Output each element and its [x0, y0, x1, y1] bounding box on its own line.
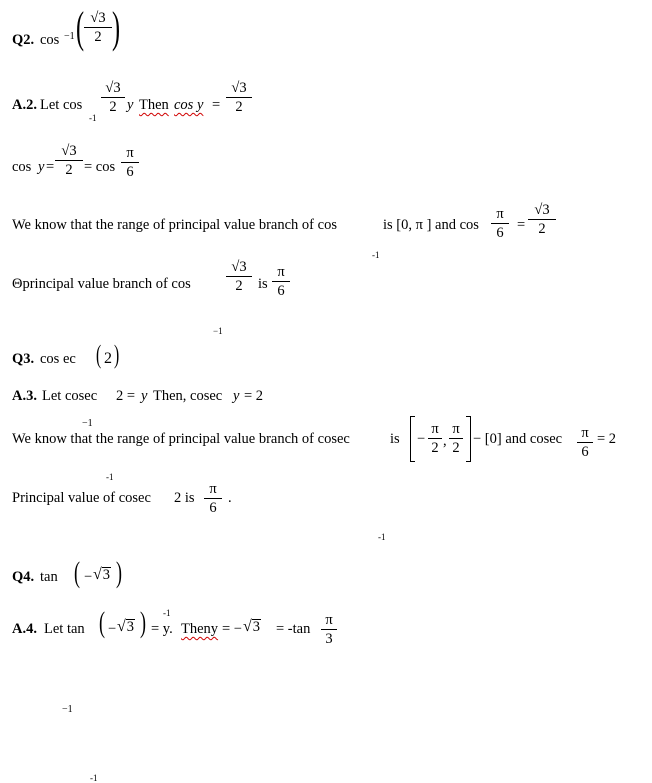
q2-fraction — [84, 10, 112, 45]
a4-sqrt-2 — [243, 618, 261, 636]
l5-fraction-bar — [226, 276, 252, 277]
l4-text: We know that the range of principal value branch of cos — [12, 217, 337, 233]
q3-left-paren: ( — [96, 340, 102, 369]
l8-frac-1-num: π — [431, 421, 439, 437]
q3-exponent: −1 — [82, 418, 93, 429]
a4-minus: − — [108, 621, 117, 637]
q2-cos: cos — [40, 32, 60, 48]
l3-eq-cos: = cos — [84, 159, 116, 175]
question-2 — [0, 0, 652, 52]
a3-eq-two: = 2 — [244, 388, 264, 404]
q4-label: Q4. — [12, 569, 35, 585]
a4-radicand-wrap-2 — [252, 619, 261, 636]
q4-left-paren: ( — [74, 556, 80, 589]
l5-pi-bar — [272, 281, 290, 282]
q3-arg: 2 — [104, 350, 112, 367]
l5-pi-denominator: 6 — [277, 283, 285, 299]
q3-label: Q3. — [12, 351, 35, 367]
l3-fraction-bar — [55, 160, 83, 161]
l3-pi-numerator: π — [126, 145, 134, 161]
a2-fraction-bar — [101, 97, 125, 98]
q4-sqrt — [93, 566, 111, 584]
l4-text-2: is [0, π ] and cos — [383, 217, 479, 233]
a2-then: Then — [139, 97, 169, 113]
l5-numerator: √3 — [231, 259, 247, 275]
a2-let-cos: Let cos — [40, 97, 83, 113]
a4-pi-denominator: 3 — [325, 631, 333, 647]
a4-pi-fraction — [321, 612, 337, 647]
a2-y: y — [127, 97, 134, 113]
l8-left-bracket — [410, 416, 415, 462]
l4-fraction-bar — [528, 219, 556, 220]
a4-right-paren: ) — [140, 606, 146, 639]
q2-left-paren: ( — [76, 3, 85, 52]
q2-label: Q2. — [12, 32, 35, 48]
l4-exponent: -1 — [372, 250, 380, 260]
q4-minus: − — [84, 569, 93, 585]
l4-fraction — [528, 202, 556, 237]
l8-pi-fraction — [577, 425, 593, 460]
a4-eq-y: = y. — [151, 621, 173, 637]
a3-y2: y — [233, 388, 240, 404]
a2-fraction — [101, 80, 125, 115]
l8-right-bracket — [466, 416, 471, 462]
a4-radicand: 3 — [126, 619, 135, 635]
l3-pi-denominator: 6 — [126, 164, 134, 180]
l9-pi-denominator: 6 — [209, 500, 217, 516]
a3-let-cosec: Let cosec — [42, 388, 98, 404]
l8-frac-2-num: π — [452, 421, 460, 437]
l8-frac-2-den: 2 — [452, 440, 460, 456]
l5-exponent: −1 — [213, 326, 223, 336]
l3-denominator: 2 — [65, 162, 73, 178]
l9-pi-fraction — [204, 481, 222, 516]
l3-pi-bar — [121, 162, 139, 163]
l9-two-is: 2 is — [174, 490, 195, 506]
l8-is: is — [390, 431, 400, 447]
q2-right-paren: ) — [112, 3, 121, 52]
l4-denominator: 2 — [538, 221, 546, 237]
l8-text: We know that the range of principal value branch of cosec — [12, 431, 350, 447]
a2-fraction-bar-2 — [226, 97, 252, 98]
a3-y: y — [141, 388, 148, 404]
l8-text-2: − [0] and cosec — [473, 431, 563, 447]
a4-let-tan: Let tan — [44, 621, 85, 637]
a4-radical-sign-2: √ — [243, 618, 252, 635]
a3-label: A.3. — [12, 388, 37, 404]
a4-eq-tan: = -tan — [276, 621, 311, 637]
a2-numerator-2: √3 — [231, 80, 247, 96]
a4-eq-minus: = − — [222, 621, 242, 637]
q4-radicand-wrap — [102, 567, 111, 584]
q4-right-paren: ) — [116, 556, 122, 589]
q2-denominator: 2 — [94, 29, 102, 45]
l4-pi-denominator: 6 — [496, 225, 504, 241]
l4-equals: = — [517, 217, 526, 233]
a2-fraction-2 — [226, 80, 252, 115]
l8-pi-bar — [577, 442, 593, 443]
q4-radicand: 3 — [102, 567, 111, 583]
q2-numerator: √3 — [90, 10, 106, 26]
l8-exponent: -1 — [378, 532, 386, 542]
l5-pi-fraction — [272, 264, 290, 299]
l4-pi-numerator: π — [496, 206, 504, 222]
l5-text: Θprincipal value branch of cos — [12, 276, 191, 292]
a3-then-cosec: Then, cosec — [153, 388, 223, 404]
a2-label: A.2. — [12, 97, 37, 113]
q4-tan: tan — [40, 569, 58, 585]
a4-radicand-2: 3 — [252, 619, 261, 635]
l4-pi-bar — [491, 223, 509, 224]
a2-cos-y: cos y — [174, 97, 204, 113]
q3-right-paren: ) — [114, 340, 120, 369]
l8-eq-two: = 2 — [597, 431, 617, 447]
l3-equals: = — [46, 159, 55, 175]
l8-minus: − — [417, 431, 426, 447]
l8-comma: , — [443, 433, 447, 449]
l8-frac-2 — [449, 421, 463, 456]
l8-frac-1 — [428, 421, 442, 456]
l5-pi-numerator: π — [277, 264, 285, 280]
a4-label: A.4. — [12, 621, 37, 637]
q2-exponent: −1 — [64, 31, 75, 42]
q2-fraction-bar — [84, 27, 112, 28]
q3-cosec: cos ec — [40, 351, 76, 367]
l4-numerator: √3 — [534, 202, 550, 218]
a2-denominator: 2 — [109, 99, 117, 115]
q4-exponent: −1 — [62, 704, 73, 715]
l8-pi-numerator: π — [581, 425, 589, 441]
l8-frac-1-bar — [428, 438, 442, 439]
l9-exponent: -1 — [163, 608, 171, 618]
l3-cos: cos — [12, 159, 32, 175]
a2-numerator: √3 — [105, 80, 121, 96]
l8-pi-denominator: 6 — [581, 444, 589, 460]
a4-pi-bar — [321, 629, 337, 630]
a2-denominator-2: 2 — [235, 99, 243, 115]
a3-exponent: -1 — [106, 472, 114, 482]
l5-is: is — [258, 276, 268, 292]
a2-equals: = — [212, 97, 221, 113]
l4-pi-fraction — [491, 206, 509, 241]
l9-text: Principal value of cosec — [12, 490, 151, 506]
a4-exponent: -1 — [90, 773, 98, 783]
l8-frac-2-bar — [449, 438, 463, 439]
a4-radicand-wrap — [126, 619, 135, 636]
a4-then-y: Theny — [181, 621, 219, 637]
a4-radical-sign: √ — [117, 618, 126, 635]
l9-pi-numerator: π — [209, 481, 217, 497]
a4-pi-numerator: π — [325, 612, 333, 628]
l3-pi-fraction — [121, 145, 139, 180]
l5-denominator: 2 — [235, 278, 243, 294]
a4-left-paren: ( — [99, 606, 105, 639]
a3-two-eq: 2 = — [116, 388, 136, 404]
a4-sqrt — [117, 618, 135, 636]
l3-numerator: √3 — [61, 143, 77, 159]
l9-dot: . — [228, 490, 232, 506]
q4-radical-sign: √ — [93, 566, 102, 583]
l3-y: y — [38, 159, 45, 175]
l9-pi-bar — [204, 498, 222, 499]
a2-exponent: -1 — [89, 113, 97, 123]
l5-fraction — [226, 259, 252, 294]
l8-frac-1-den: 2 — [431, 440, 439, 456]
l3-fraction — [55, 143, 83, 178]
